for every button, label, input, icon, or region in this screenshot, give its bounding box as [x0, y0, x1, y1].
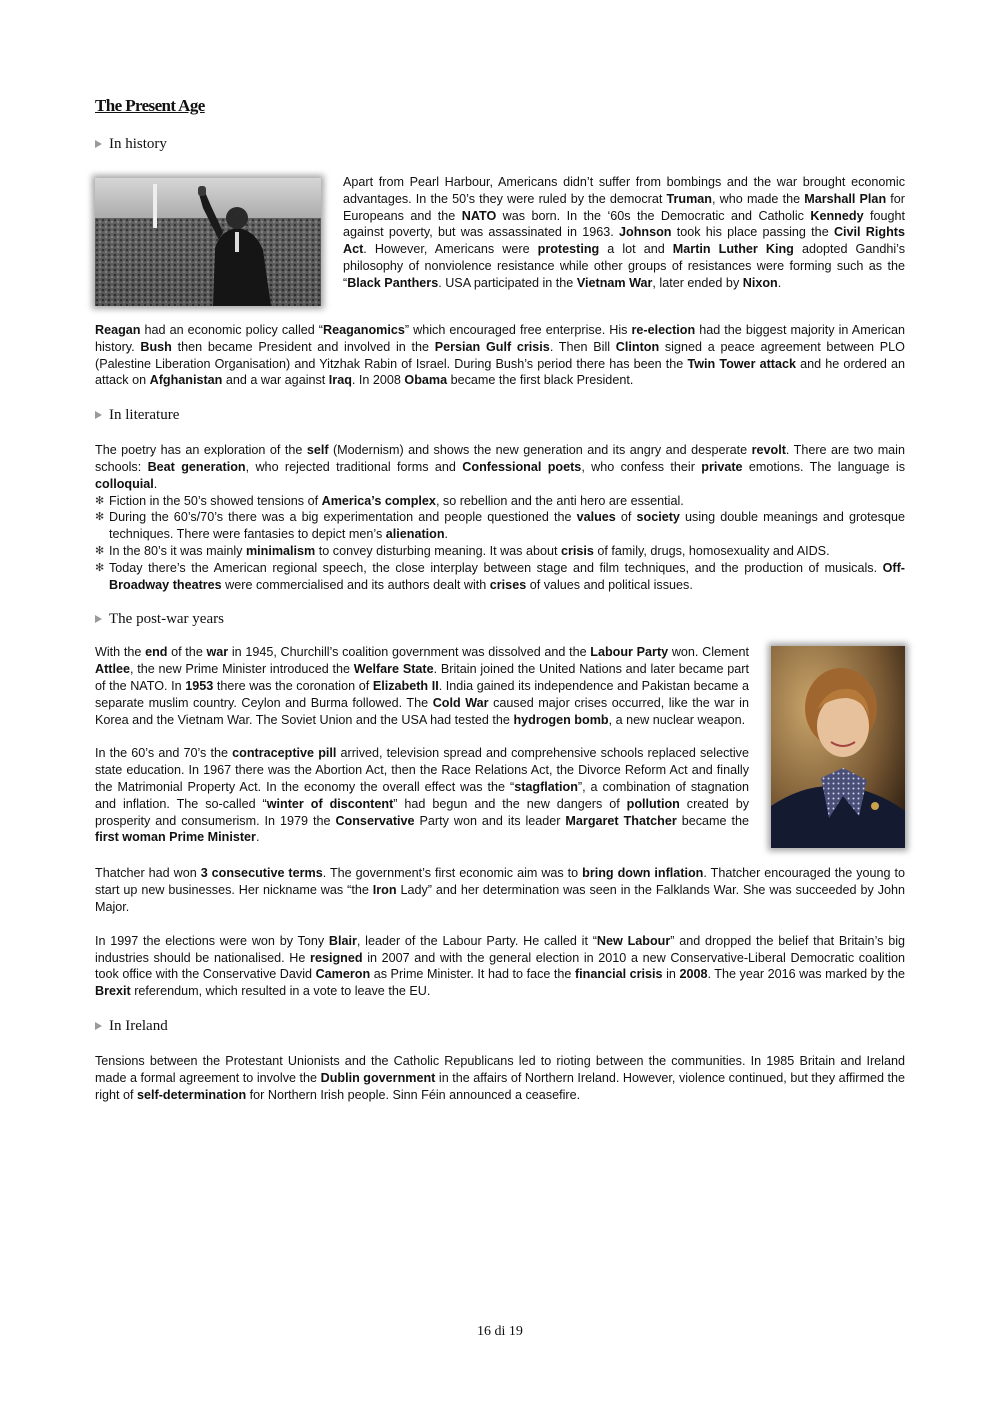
section-heading-label: In literature — [109, 407, 180, 424]
bold-term: Martin Luther King — [672, 242, 794, 257]
text-run: in 2007 and with the general election in 2010 a new Conservative-Liberal Democratic coalition took office with the Conservative David — [95, 950, 905, 982]
text-run: The poetry has an exploration of the — [95, 443, 307, 458]
bold-term: first woman Prime Minister — [95, 830, 256, 845]
bold-term: Afghanistan — [149, 373, 223, 388]
text-run: and he ordered an attack on — [95, 356, 905, 388]
section-heading-postwar — [95, 609, 905, 629]
bold-term: alienation — [385, 527, 445, 542]
triangle-bullet-icon — [95, 1022, 102, 1030]
list-item-text — [109, 561, 905, 592]
bold-term: private — [701, 459, 743, 474]
bold-term: Off-Broadway theatres — [109, 560, 905, 592]
text-run: In 1997 the elections were won by Tony — [95, 933, 329, 948]
bold-term: Iraq — [328, 373, 352, 388]
text-run: , who rejected traditional forms and — [245, 459, 463, 474]
asterisk-bullet-icon: ✻ — [95, 494, 105, 507]
bold-term: re-election — [631, 323, 696, 337]
text-run: took his place passing the — [671, 225, 834, 240]
bold-term: New Labour — [596, 933, 671, 948]
triangle-bullet-icon — [95, 615, 102, 623]
section-heading-label: In history — [109, 136, 167, 152]
bold-term: pollution — [626, 796, 680, 811]
bold-term: resigned — [310, 950, 363, 965]
text-run: arrived, television spread and comprehensive schools replaced selective state education. In 1967 there was the Abortion Act, then the Race Relations Act, the Divorce Reform Act and finally the Matrimonial Property Act. In the economy the overall effect was the “ — [95, 746, 749, 794]
text-run: caused major crises occurred, like the war in Korea and the Vietnam War. The Soviet Union and the USA had tested the — [95, 695, 749, 727]
text-run: Party won and its leader — [414, 813, 566, 828]
bold-term: Brexit — [95, 984, 131, 999]
text-run: referendum, which resulted in a vote to leave the EU. — [130, 984, 431, 999]
postwar-paragraph-4 — [95, 933, 905, 1000]
list-item — [95, 509, 905, 543]
text-run: ”, a combination of stagnation and inflation. The so-called “ — [95, 779, 749, 811]
text-run: , later ended by — [652, 275, 743, 290]
bold-term: Marshall Plan — [804, 191, 887, 206]
text-run: Fiction in the 50’s showed tensions of — [109, 493, 322, 508]
bold-term: colloquial — [95, 476, 154, 491]
text-run: in 1945, Churchill’s coalition government was dissolved and the — [228, 645, 591, 660]
bold-term: Reaganomics — [323, 323, 405, 337]
bold-term: Welfare State — [353, 662, 434, 677]
text-run: , who made the — [712, 191, 805, 206]
text-run: Apart from Pearl Harbour, Americans didn’t suffer from bombings and the war brought economic advantages. In the 50’s they were ruled by the democrat — [343, 175, 905, 206]
history-row — [95, 174, 905, 306]
text-run: During the 60’s/70’s there was a big experimentation and people questioned the — [109, 510, 577, 525]
literature-paragraph — [95, 442, 905, 492]
text-run: was born. In the ‘60s the Democratic and Catholic — [496, 208, 811, 223]
text-run: and a war against — [222, 373, 329, 388]
bold-term: Civil Rights Act — [343, 225, 905, 257]
section-heading-ireland — [95, 1016, 905, 1036]
bold-term: Dublin government — [320, 1070, 436, 1085]
text-run: . Britain joined the United Nations and later became part of the NATO. In — [95, 662, 749, 693]
section-heading-label: The post-war years — [109, 611, 224, 628]
bold-term: Blair — [328, 933, 357, 948]
bold-term: end — [145, 645, 168, 660]
bold-term: Cameron — [315, 967, 371, 982]
bold-term: Cold War — [432, 695, 489, 710]
history-paragraph-1 — [343, 174, 905, 306]
bold-term: Black Panthers — [347, 275, 439, 290]
text-run: of family, drugs, homosexuality and AIDS. — [593, 543, 830, 558]
bold-term: bring down inflation — [582, 866, 704, 881]
text-run: . Thatcher encouraged the young to start up new businesses. Her nickname was “the — [95, 866, 906, 898]
bold-term: war — [206, 645, 229, 660]
list-item — [95, 543, 905, 560]
ireland-paragraph — [95, 1053, 905, 1103]
postwar-paragraph-2 — [95, 745, 749, 846]
asterisk-bullet-icon: ✻ — [95, 544, 105, 557]
text-run: . — [777, 275, 782, 290]
bold-term: stagflation — [514, 779, 578, 794]
text-run: , a new nuclear weapon. — [608, 712, 746, 727]
text-run: . Then Bill — [549, 339, 616, 354]
bold-term: Confessional poets — [462, 459, 582, 474]
bold-term: Twin Tower attack — [687, 356, 797, 371]
section-heading-literature — [95, 405, 905, 425]
text-run: . — [153, 476, 158, 491]
portrait-photo-illustration — [771, 646, 905, 848]
bold-term: winter of discontent — [266, 796, 394, 811]
text-run: for Europeans and the — [343, 191, 905, 223]
bold-term: Clinton — [615, 339, 660, 354]
text-run: had the biggest majority in American history. — [95, 323, 905, 354]
bold-term: values — [576, 510, 616, 525]
bold-term: crisis — [561, 543, 594, 558]
bold-term: Truman — [666, 191, 713, 206]
literature-bullet-list — [95, 493, 905, 594]
text-run: were commercialised and its authors dealt with — [221, 577, 490, 592]
list-item-text — [109, 544, 830, 558]
bold-term: Margaret Thatcher — [565, 813, 677, 828]
bold-term: Reagan — [95, 323, 141, 337]
text-run: , leader of the Labour Party. He called it “ — [356, 933, 597, 948]
text-run: had an economic policy called “ — [140, 323, 323, 337]
triangle-bullet-icon — [95, 140, 102, 148]
list-item — [95, 560, 905, 594]
text-run: ” had begun and the new dangers of — [393, 796, 627, 811]
postwar-text-column — [95, 644, 749, 848]
bold-term: Iron — [372, 883, 397, 898]
bold-term: NATO — [461, 208, 497, 223]
text-run: became the first black President. — [447, 373, 634, 388]
text-run: In the 60’s and 70’s the — [95, 746, 233, 761]
margaret-thatcher-photo — [771, 646, 905, 848]
text-run: , the new Prime Minister introduced the — [130, 662, 354, 677]
text-run: fought against poverty, but was assassinated in 1963. — [343, 208, 906, 240]
text-run: of — [615, 510, 637, 525]
text-run: won. Clement — [668, 645, 749, 660]
bold-term: Bush — [140, 339, 172, 354]
text-run: . USA participated in the — [438, 275, 577, 290]
bold-term: America’s complex — [321, 493, 436, 508]
bold-term: contraceptive pill — [232, 746, 337, 761]
text-run: of the — [167, 645, 207, 660]
bold-term: Obama — [404, 373, 448, 388]
list-item-text — [109, 510, 905, 541]
postwar-row — [95, 644, 905, 848]
martin-luther-king-photo — [95, 178, 321, 306]
text-run: emotions. The language is — [742, 459, 905, 474]
text-run: With the — [95, 645, 146, 660]
text-run: . The year 2016 was marked by the — [707, 967, 905, 982]
bold-term: Kennedy — [810, 208, 864, 223]
text-run: . However, Americans were — [363, 242, 538, 257]
bold-term: Vietnam War — [576, 275, 653, 290]
text-run: signed a peace agreement between PLO (Palestine Liberation Organisation) and Yitzhak Rabin of Israel. During Bush’s period there has been the — [95, 339, 905, 371]
asterisk-bullet-icon: ✻ — [95, 511, 105, 524]
text-run: Lady” and her determination was seen in the Falklands War. She was succeeded by John Major. — [95, 883, 906, 914]
bold-term: Nixon — [742, 275, 778, 290]
text-run: (Modernism) and shows the new generation and its angry and desperate — [328, 443, 752, 458]
text-run: Today there’s the American regional speech, the close interplay between stage and film techniques, and the production of musicals. — [109, 560, 883, 575]
text-run: . India gained its independence and Pakistan became a separate muslim country. Ceylon and Burma followed. The — [95, 678, 749, 710]
bold-term: 3 consecutive terms — [200, 866, 323, 881]
bold-term: 1953 — [185, 678, 214, 693]
text-run: as Prime Minister. It had to face the — [370, 967, 575, 982]
bold-term: financial crisis — [574, 967, 663, 982]
text-run: in the affairs of Northern Ireland. However, violence continued, but they affirmed the right of — [95, 1070, 905, 1102]
text-run: , who confess their — [581, 459, 702, 474]
bold-term: Attlee — [95, 662, 130, 677]
text-run: there was the coronation of — [213, 678, 373, 693]
bold-term: Elizabeth II — [372, 678, 439, 693]
text-run: then became President and involved in the — [171, 339, 435, 354]
text-run: ” which encouraged free enterprise. His — [404, 323, 632, 337]
postwar-paragraph-1 — [95, 644, 749, 728]
text-run: for Northern Irish people. Sinn Féin announced a ceasefire. — [246, 1087, 581, 1102]
text-run: adopted Gandhi’s philosophy of nonviolence resistance while other groups of resistances were forming such as the “ — [343, 242, 906, 290]
text-run: . — [255, 830, 260, 845]
bold-term: revolt — [751, 443, 786, 458]
bold-term: 2008 — [679, 967, 708, 982]
bold-term: Labour Party — [590, 645, 669, 660]
section-heading-label: In Ireland — [109, 1017, 168, 1034]
text-run: . In 2008 — [351, 373, 405, 388]
bold-term: society — [636, 510, 680, 525]
triangle-bullet-icon — [95, 411, 102, 419]
text-run: created by prosperity and consumerism. In 1979 the — [95, 796, 750, 828]
bold-term: self-determination — [137, 1087, 247, 1102]
bold-term: Johnson — [619, 225, 672, 240]
bold-term: self — [306, 443, 329, 458]
text-run: to convey disturbing meaning. It was about — [315, 543, 561, 558]
history-paragraph-2 — [95, 322, 905, 389]
text-run: ” and dropped the belief that Britain’s big industries should be nationalised. He — [95, 933, 905, 965]
text-run: . — [444, 527, 449, 542]
bold-term: crises — [489, 577, 527, 592]
asterisk-bullet-icon: ✻ — [95, 561, 105, 574]
postwar-paragraph-3 — [95, 865, 905, 915]
text-run: Tensions between the Protestant Unionists and the Catholic Republicans led to rioting between the communities. In 1985 Britain and Ireland made a formal agreement to involve the — [95, 1053, 905, 1085]
text-run: in — [662, 967, 680, 982]
bold-term: protesting — [537, 242, 600, 257]
bold-term: Persian Gulf crisis — [434, 339, 550, 354]
text-run: In the 80’s it was mainly — [109, 543, 246, 558]
text-run: became the — [676, 813, 749, 828]
text-run: . The government’s first economic aim was to — [322, 866, 583, 881]
text-run: a lot and — [599, 242, 673, 257]
text-run: using double meanings and grotesque techniques. There were fantasies to depict men’s — [109, 510, 905, 542]
bold-term: Beat generation — [147, 459, 246, 474]
text-run: Thatcher had won — [95, 866, 201, 881]
text-run: of values and political issues. — [526, 577, 693, 592]
bold-term: hydrogen bomb — [513, 712, 609, 727]
page-title: The Present Age — [95, 96, 205, 115]
bold-term: minimalism — [245, 543, 316, 558]
text-run: , so rebellion and the anti hero are essential. — [435, 493, 684, 508]
page-content — [95, 92, 905, 1103]
list-item — [95, 493, 905, 510]
crowd-photo-illustration — [95, 178, 321, 306]
text-run: . There are two main schools: — [95, 443, 905, 474]
list-item-text — [109, 494, 684, 508]
bold-term: Conservative — [335, 813, 415, 828]
page-number: 16 di 19 — [477, 1324, 523, 1339]
section-heading-history — [95, 134, 905, 154]
